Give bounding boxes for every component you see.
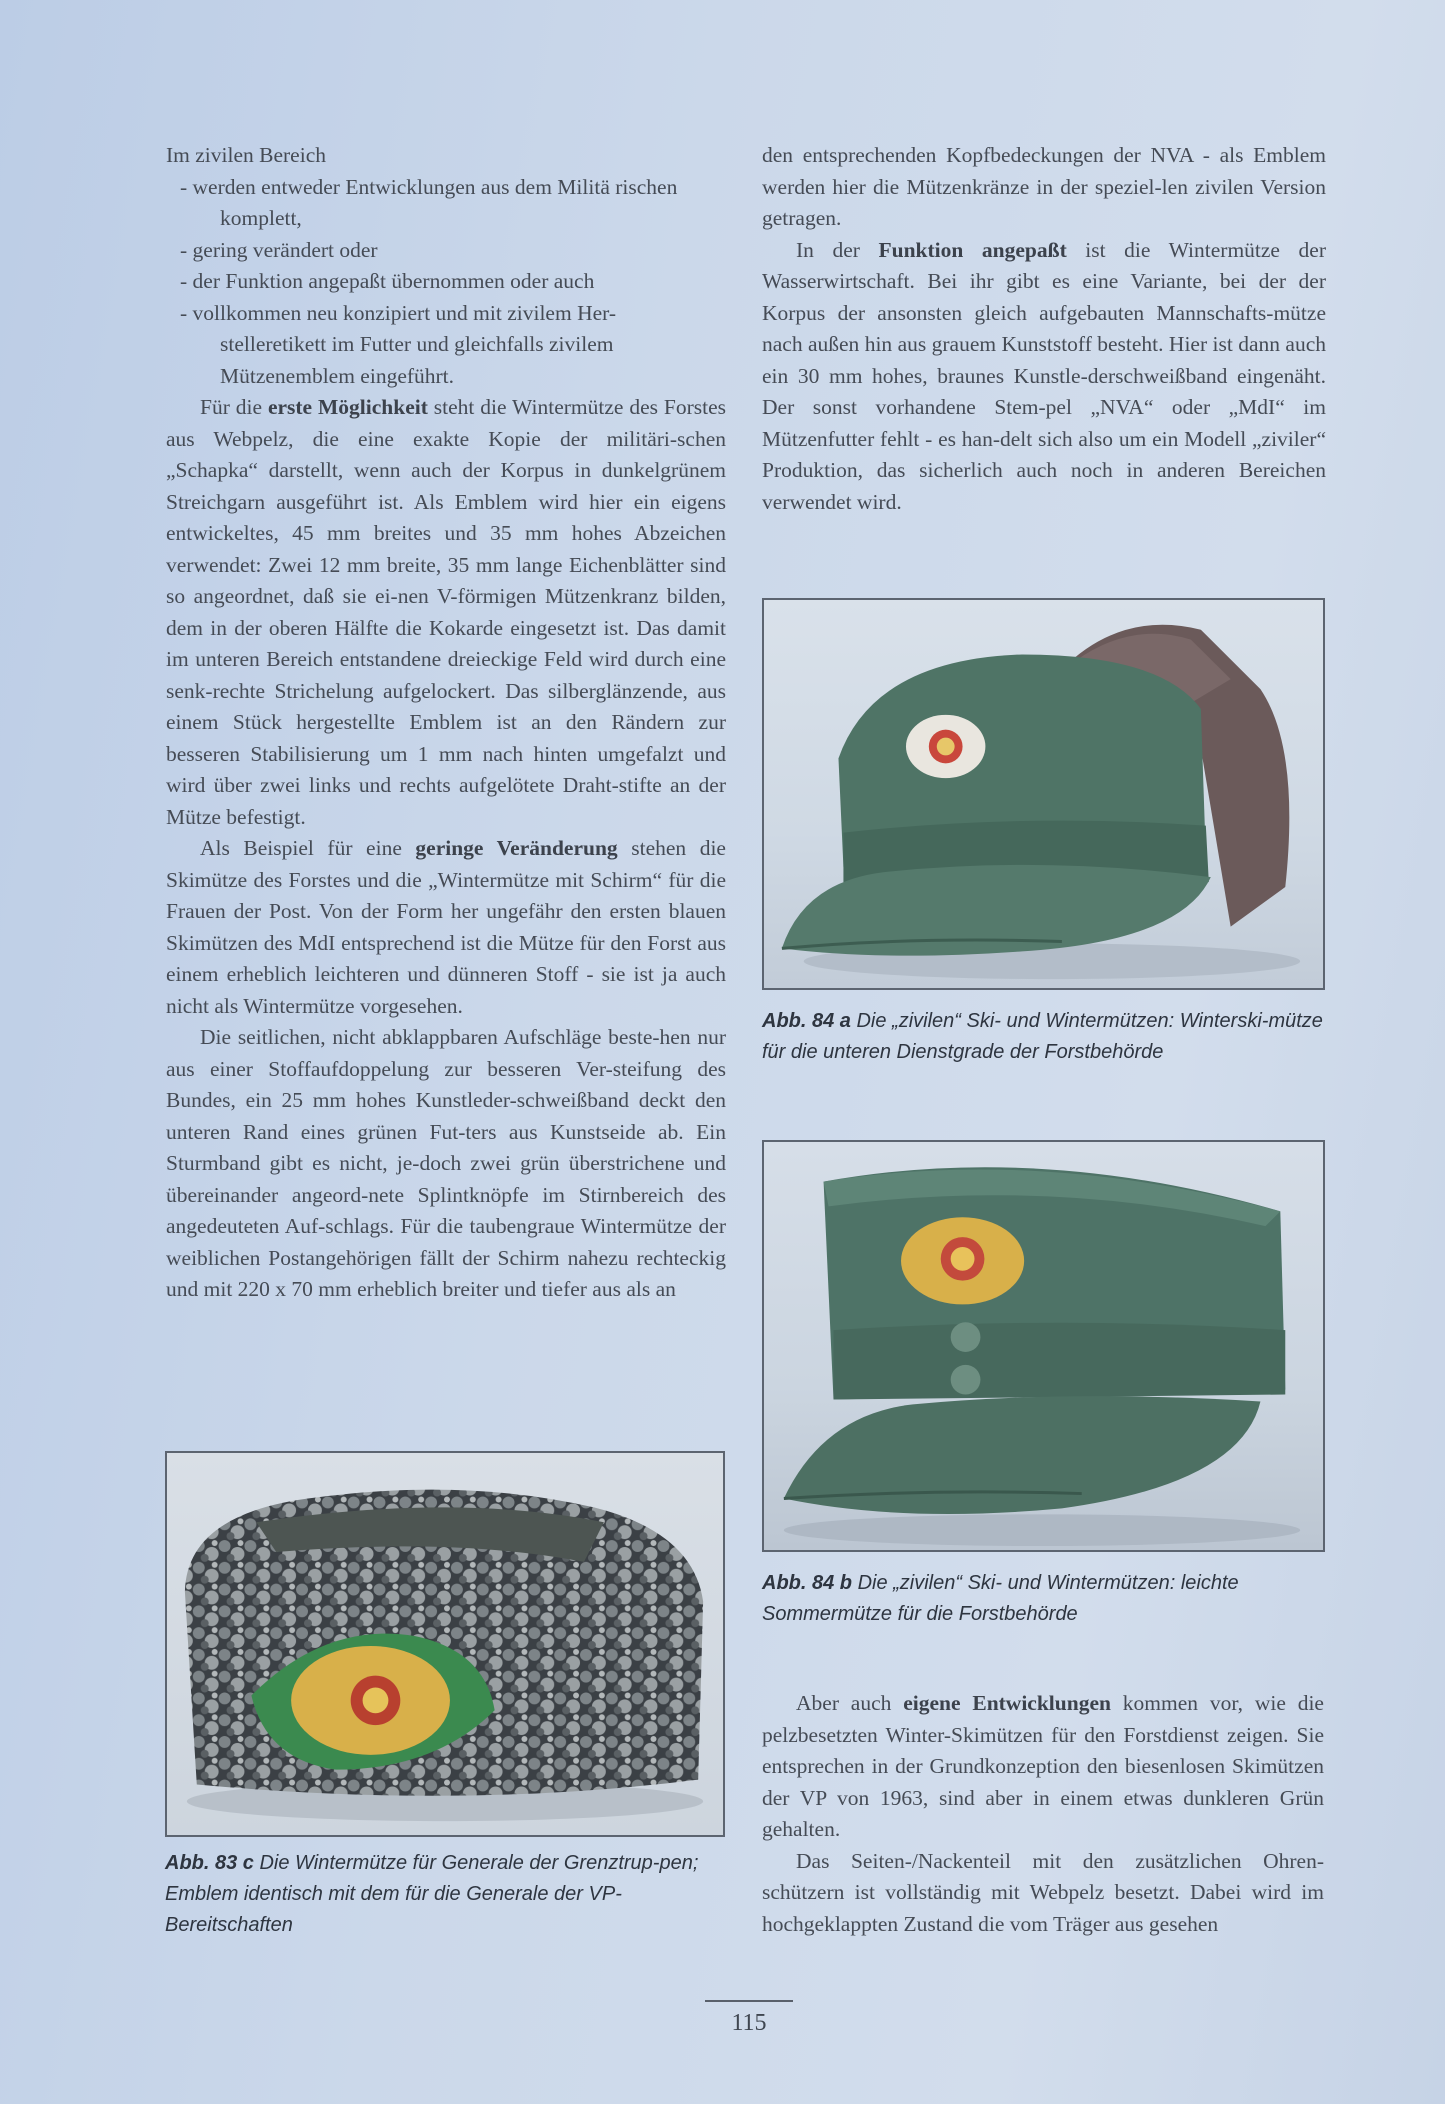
- photo-summer-cap: [762, 1140, 1325, 1552]
- list-item: - vollkommen neu konzipiert und mit zivilem Her- stelleretikett im Futter und gleichfalls zivilem Mützenemblem eingeführt.: [180, 300, 617, 388]
- figure-caption-83c: Abb. 83 c Die Wintermütze für Generale der Grenztrup-pen; Emblem identisch mit dem für die Generale der VP-Bereitschaften: [165, 1852, 699, 1936]
- right-text-column-top: [762, 140, 1326, 518]
- paragraph: Für die erste Möglichkeit steht die Wintermütze des Forstes aus Webpelz, die eine exakte Kopie der militäri-schen „Schapka“ darstellt, wenn auch der Korpus in dunkelgrünem Streichgarn ausgeführt ist. Als Emblem wird hier ein eigens entwickeltes, 45 mm breites und 35 mm hohes Abzeichen verwendet: Zwei 12 mm breite, 35 mm lange Eichenblätter sind so angeordnet, daß sie ei-nen V-förmigen Mützenkranz bilden, dem in der oberen Hälfte die Kokarde eingesetzt ist. Das damit im unteren Bereich entstandene dreieckige Feld wird durch eine senk-rechte Strichelung aufgelockert. Das silberglänzende, aus einem Stück hergestellte Emblem ist an den Rändern zur besseren Stabilisierung um 1 mm nach hinten umgefalzt und wird über zwei links und rechts aufgelötete Draht-stifte an der Mütze befestigt.: [166, 395, 727, 829]
- cap-badge-icon: [906, 715, 985, 778]
- summer-cap-illustration: [764, 1142, 1323, 1550]
- photo-generals-fur-hat: [165, 1451, 725, 1837]
- right-text-column-bottom: [762, 1688, 1324, 1940]
- paragraph: Aber auch eigene Entwicklungen kommen vor, wie die pelzbesetzten Winter-Skimützen für den Forstdienst zeigen. Sie entsprechen in der Grundkonzeption den biesenlosen Skimützen der VP von 1963, sind aber in einem etwas dunkleren Grün gehalten.: [762, 1691, 1324, 1841]
- figure-number: Abb. 83 c: [165, 1852, 254, 1874]
- list-item: - gering verändert oder: [180, 237, 378, 262]
- list-item: - der Funktion angepaßt übernommen oder auch: [180, 269, 595, 293]
- paragraph: Das Seiten-/Nackenteil mit den zusätzlichen Ohren-schützern ist vollständig mit Webpelz besetzt. Dabei wird im hochgeklappten Zustand die vom Träger aus gesehen: [762, 1848, 1324, 1936]
- figure-caption-84b: Abb. 84 b Die „zivilen“ Ski- und Wintermützen: leichte Sommermütze für die Forstbehörde: [762, 1572, 1239, 1625]
- bullet-list: [166, 172, 726, 393]
- paragraph: Als Beispiel für eine geringe Veränderung stehen die Skimütze des Forstes und die „Wintermütze mit Schirm“ für die Frauen der Post. Von der Form her ungefähr den ersten blauen Skimützen des MdI entsprechend ist die Mütze für den Forst aus einem erheblich leichteren und dünneren Stoff - sie ist ja auch nicht als Wintermütze vorgesehen.: [166, 836, 726, 1018]
- footer-rule: [705, 2000, 793, 2002]
- left-text-column: [166, 140, 726, 1306]
- figure-number: Abb. 84 b: [762, 1572, 853, 1594]
- bold-term: geringe Veränderung: [415, 836, 618, 860]
- intro-line: Im zivilen Bereich: [166, 143, 326, 167]
- bold-term: Funktion angepaßt: [878, 237, 1067, 262]
- fur-cap-illustration: [764, 600, 1323, 988]
- fur-hat-illustration: [167, 1453, 723, 1835]
- paragraph: Die seitlichen, nicht abklappbaren Aufschläge beste-hen nur aus einer Stoffaufdoppelung zur besseren Ver-steifung des Bundes, ein 25 mm hohes Kunstleder-schweißband deckt den unteren Rand eines grünen Fut-ters aus Kunstseide ab. Ein Sturmband gibt es nicht, je-doch zwei grün überstrichene und übereinander angeord-nete Splintknöpfe im Stirnbereich des angedeuteten Auf-schlags. Für die taubengraue Wintermütze der weiblichen Postangehörigen fällt der Schirm nahezu rechteckig und mit 220 x 70 mm erheblich breiter und tiefer aus als an: [166, 1025, 726, 1301]
- figure-caption-84a: Abb. 84 a Die „zivilen“ Ski- und Wintermützen: Winterski-mütze für die unteren Dienstgrade der Forstbehörde: [762, 1010, 1323, 1063]
- bold-term: erste Möglichkeit: [267, 395, 428, 419]
- page-number: 115: [731, 2010, 767, 2036]
- figure-number: Abb. 84 a: [762, 1010, 851, 1032]
- button-icon: [951, 1365, 981, 1395]
- paragraph: den entsprechenden Kopfbedeckungen der NVA - als Emblem werden hier die Mützenkränze in der speziel-len zivilen Version getragen.: [762, 143, 1326, 230]
- cap-emblem-icon: [901, 1217, 1024, 1304]
- button-icon: [951, 1322, 981, 1352]
- bold-term: eigene Entwicklungen: [903, 1691, 1111, 1715]
- list-item: - werden entweder Entwicklungen aus dem Militä rischen komplett,: [180, 174, 678, 230]
- photo-ski-cap-fur: [762, 598, 1325, 990]
- paragraph: In der Funktion angepaßt ist die Wintermütze der Wasserwirtschaft. Bei ihr gibt es eine Variante, bei der der Korpus der ansonsten gleich aufgebauten Mannschafts-mütze nach außen hin aus grauem Kunststoff besteht. Hier ist dann auch ein 30 mm hohes, braunes Kunstle-derschweißband eingenäht. Der sonst vorhandene Stem-pel „NVA“ oder „MdI“ im Mützenfutter fehlt - es han-delt sich also um ein Modell „ziviler“ Produktion, das sicherlich auch noch in anderen Bereichen verwendet wird.: [762, 237, 1326, 514]
